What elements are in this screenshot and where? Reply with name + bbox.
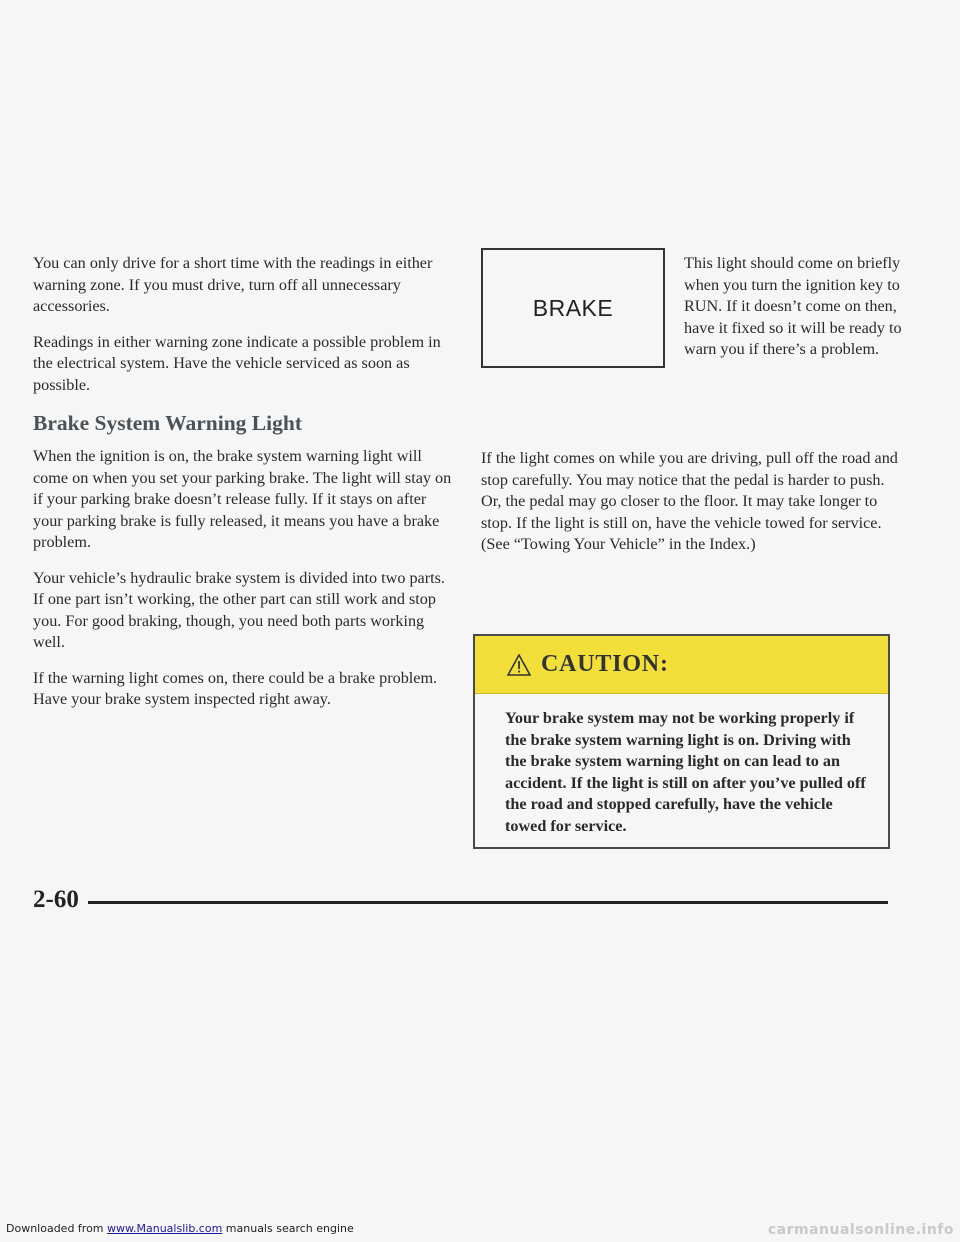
footer-link[interactable]: www.Manualslib.com [107,1222,223,1235]
section-heading: Brake System Warning Light [33,411,302,435]
brake-light-intro-paragraph: When the ignition is on, the brake system warning light will come on when you set your parking brake. The light will stay on if your parking brake doesn’t release fully. If it stays on after your parking brake is fully released, it means you have a brake problem. [33,447,452,551]
footer-prefix: Downloaded from [6,1222,108,1235]
watermark: carmanualsonline.info [767,1222,954,1238]
caution-title: CAUTION: [541,651,669,677]
electrical-warning-paragraph: You can only drive for a short time with the readings in either warning zone. If you must drive, turn off all unnecessary accessories. [33,254,433,315]
brake-light-symbol [481,248,665,368]
driving-warning-paragraph: If the light comes on while you are driving, pull off the road and stop carefully. You may notice that the pedal is harder to push. Or, the pedal may go closer to the floor. It may take longer to stop. If the light is still on, have the vehicle towed for service. (See “Towing Your Vehicle” in the Index.) [481,449,898,553]
warning-triangle-icon [507,654,531,676]
brake-light-description: This light should come on briefly when you turn the ignition key to RUN. If it doesn’t come on then, have it fixed so it will be ready to warn you if there’s a problem. [684,254,902,358]
caution-body: Your brake system may not be working properly if the brake system warning light is on. Driving with the brake system warning light on can lead to an accident. If the light is still on after you’ve pulled off the road and stopped carefully, have the vehicle towed for service. [505,709,866,835]
brake-label: BRAKE [532,294,614,321]
inspection-paragraph: If the warning light comes on, there could be a brake problem. Have your brake system inspected right away. [33,668,438,708]
caution-box [473,634,890,849]
caution-header [475,636,888,694]
hydraulic-system-paragraph: Your vehicle’s hydraulic brake system is divided into two parts. If one part isn’t working, the other part can still work and stop you. For good braking, though, you need both parts working well. [33,568,445,651]
footer-suffix: manuals search engine [222,1222,354,1235]
left-column [33,253,453,725]
electrical-problem-paragraph: Readings in either warning zone indicate a possible problem in the electrical system. Have the vehicle serviced as soon as possible. [33,332,441,394]
page-number: 2-60 [33,886,79,913]
page-rule [88,901,888,904]
